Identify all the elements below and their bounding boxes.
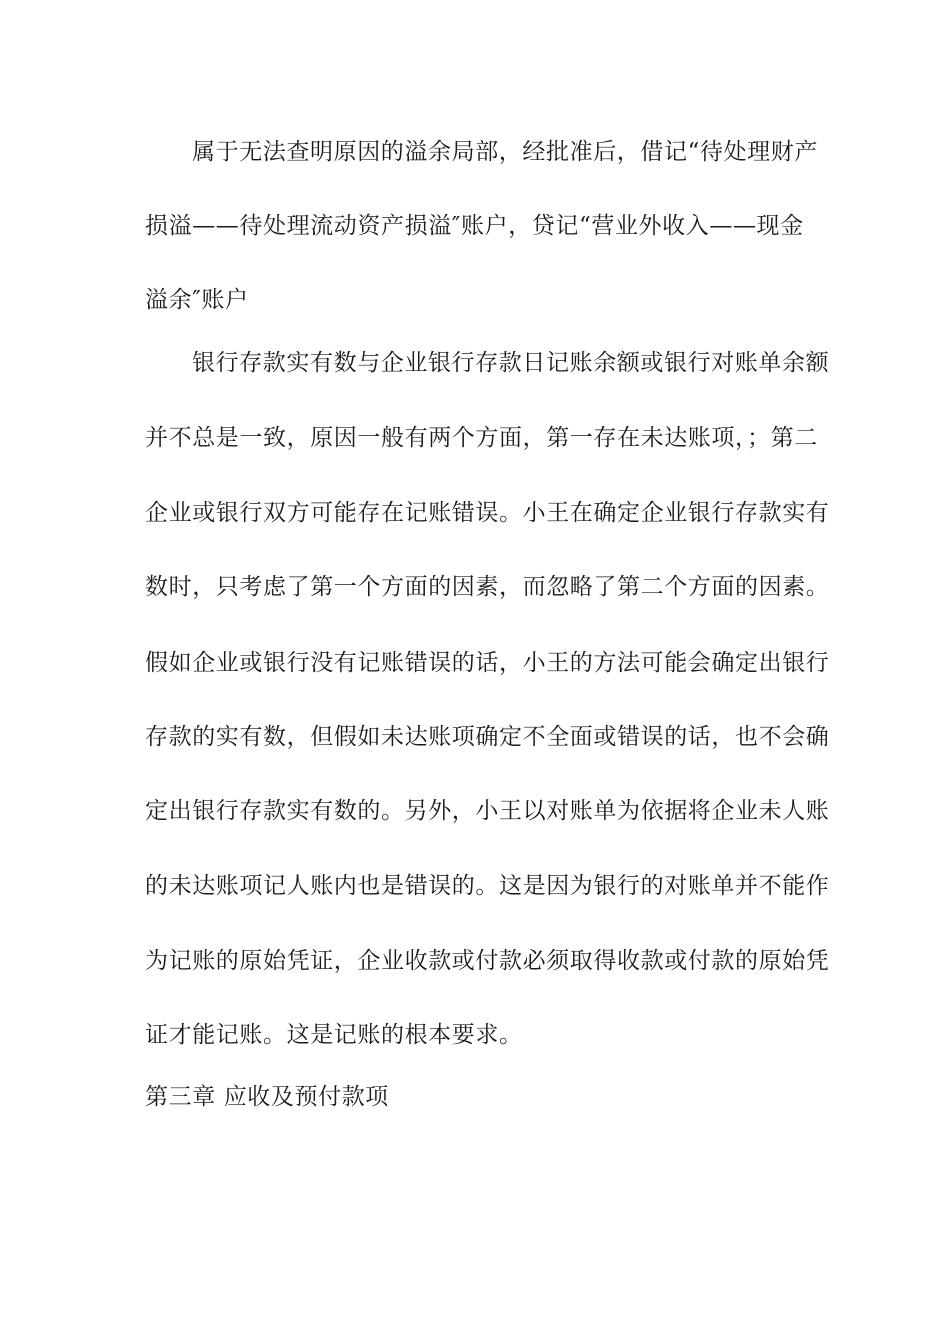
paragraph-2-line-1: 银行存款实有数与企业银行存款日记账余额或银行对账单余额 — [192, 350, 830, 376]
paragraph-1-line-2: 损溢——待处理流动资产损溢″账户，贷记“营业外收入——现金 — [145, 213, 804, 239]
paragraph-2-line-3: 企业或银行双方可能存在记账错误。小王在确定企业银行存款实有 — [145, 500, 830, 526]
paragraph-2-line-2: 并不总是一致，原因一般有两个方面，第一存在未达账项，；第二 — [145, 425, 818, 451]
paragraph-2-line-5: 假如企业或银行没有记账错误的话，小王的方法可能会确定出银行 — [145, 650, 830, 676]
paragraph-1-line-3: 溢余″账户 — [145, 287, 249, 313]
paragraph-2-line-8: 的未达账项记人账内也是错误的。这是因为银行的对账单并不能作 — [145, 873, 830, 899]
paragraph-2-line-10: 证才能记账。这是记账的根本要求。 — [145, 1022, 523, 1048]
paragraph-2-line-6: 存款的实有数，但假如未达账项确定不全面或错误的话，也不会确 — [145, 724, 830, 750]
paragraph-1-line-1: 属于无法查明原因的溢余局部，经批准后，借记“待处理财产 — [192, 139, 818, 165]
paragraph-2-line-7: 定出银行存款实有数的。另外，小王以对账单为依据将企业未人账 — [145, 798, 830, 824]
paragraph-2-line-4: 数时，只考虑了第一个方面的因素，而忽略了第二个方面的因素。 — [145, 574, 830, 600]
chapter-heading: 第三章 应收及预付款项 — [145, 1084, 389, 1110]
paragraph-2-line-9: 为记账的原始凭证，企业收款或付款必须取得收款或付款的原始凭 — [145, 948, 830, 974]
